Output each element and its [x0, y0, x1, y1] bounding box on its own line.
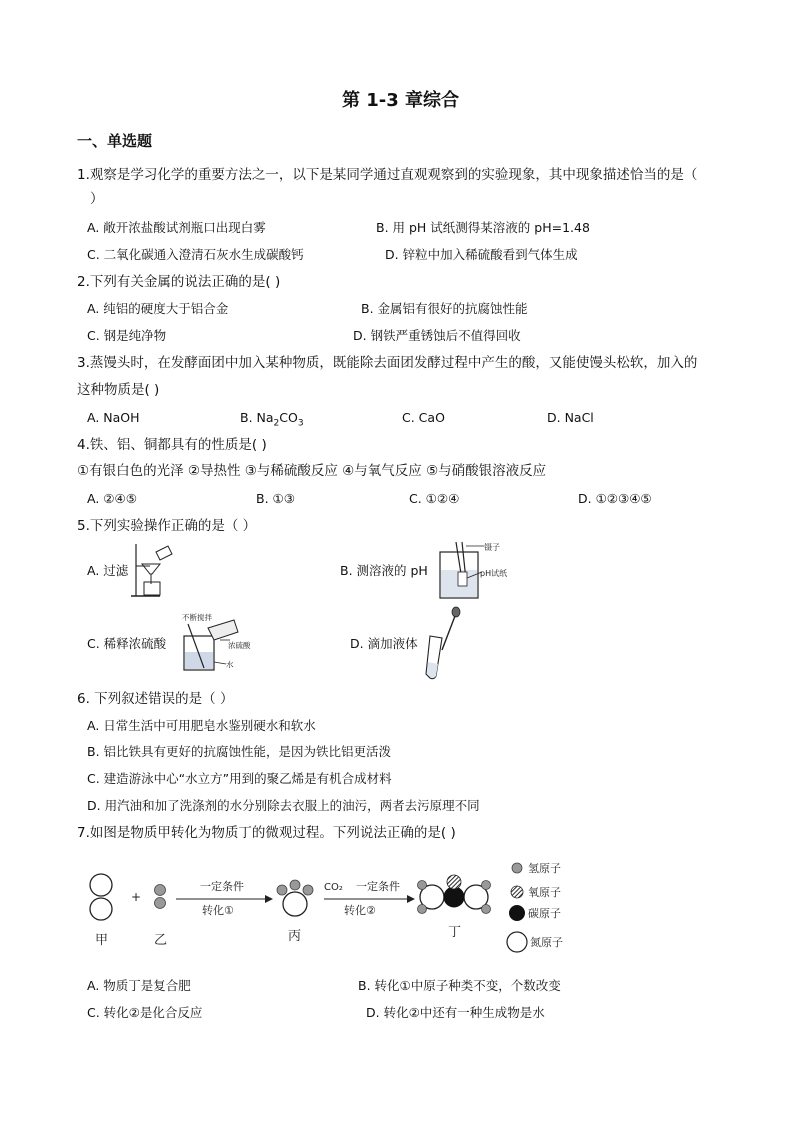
q7-option-b: B. 转化①中原子种类不变，个数改变: [358, 978, 561, 993]
q4-option-b: B. ①③: [256, 491, 295, 506]
q3-option-b: B. $Na_2CO_3$: [240, 410, 304, 429]
q3-option-a: A. NaOH: [87, 410, 140, 425]
step-2: 转化②: [344, 904, 376, 917]
ph-test-image: [436, 540, 516, 602]
q1-stem-line2: ）: [90, 191, 104, 207]
legend-carbon: 碳原子: [528, 907, 561, 920]
q7-option-d: D. 转化②中还有一种生成物是水: [366, 1005, 545, 1020]
stir-label: 不断搅拌: [182, 613, 212, 622]
legend-hydrogen: 氢原子: [528, 862, 561, 875]
conc-acid-label: 浓硫酸: [228, 641, 251, 650]
q6-option-a: A. 日常生活中可用肥皂水鉴别硬水和软水: [87, 718, 316, 733]
label-yi: 乙: [154, 933, 168, 948]
q2-option-c: C. 钢是纯净物: [87, 328, 167, 343]
q1-option-c: C. 二氧化碳通入澄清石灰水生成碳酸钙: [87, 247, 304, 262]
q2-option-d: D. 钢铁严重锈蚀后不值得回收: [353, 328, 521, 343]
co2-reactant: CO₂: [324, 882, 343, 893]
q5-option-a: A. 过滤: [87, 563, 129, 578]
section-heading: 一、单选题: [77, 132, 153, 150]
q6-option-b: B. 铝比铁具有更好的抗腐蚀性能，是因为铁比铝更活泼: [87, 744, 392, 759]
q7-option-c: C. 转化②是化合反应: [87, 1005, 203, 1020]
q5-stem: 5.下列实验操作正确的是（ ）: [77, 518, 257, 534]
legend-oxygen-swatch: [511, 886, 523, 898]
q4-properties: ①有银白色的光泽 ②导热性 ③与稀硫酸反应 ④与氧气反应 ⑤与硝酸银溶液反应: [77, 463, 547, 479]
q7-option-a: A. 物质丁是复合肥: [87, 978, 191, 993]
q1-option-d: D. 锌粒中加入稀硫酸看到气体生成: [385, 247, 578, 262]
dilute-acid-image: [178, 612, 258, 672]
step-1: 转化①: [202, 904, 234, 917]
q2-stem: 2.下列有关金属的说法正确的是( ): [77, 274, 281, 290]
q7-stem: 7.如图是物质甲转化为物质丁的微观过程。下列说法正确的是( ): [77, 825, 456, 841]
tweezers-label: 镊子: [484, 543, 500, 552]
q3-option-c: C. CaO: [402, 410, 445, 425]
legend-hydrogen-swatch: [512, 863, 522, 873]
q1-option-b: B. 用 pH 试纸测得某溶液的 pH=1.48: [376, 220, 590, 235]
legend-nitrogen-swatch: [507, 932, 527, 952]
q3-option-d: D. NaCl: [547, 410, 594, 425]
q3-stem-line2: 这种物质是( ): [77, 382, 160, 398]
q5-option-d: D. 滴加液体: [350, 636, 418, 651]
page-title: 第 1-3 章综合: [342, 90, 460, 111]
legend-carbon-swatch: [510, 906, 525, 921]
q3-stem-line1: 3.蒸馒头时，在发酵面团中加入某种物质，既能除去面团发酵过程中产生的酸，又能使馒头松软，加入的: [77, 355, 698, 371]
legend-oxygen: 氧原子: [528, 886, 561, 899]
q1-option-a: A. 敞开浓盐酸试剂瓶口出现白雾: [87, 220, 266, 235]
legend-nitrogen: 氮原子: [530, 936, 563, 949]
q2-option-a: A. 纯铝的硬度大于铝合金: [87, 301, 229, 316]
label-bing: 丙: [288, 929, 302, 944]
dropper-image: [424, 606, 468, 682]
water-label: 水: [226, 660, 234, 669]
q2-option-b: B. 金属铝有很好的抗腐蚀性能: [361, 301, 528, 316]
q4-option-a: A. ②④⑤: [87, 491, 137, 506]
plus-sign: +: [131, 890, 142, 904]
filtration-apparatus-image: [130, 542, 178, 598]
reaction-diagram: [80, 856, 580, 956]
q4-stem: 4.铁、铝、铜都具有的性质是( ): [77, 437, 267, 453]
q1-stem-line1: 1.观察是学习化学的重要方法之一，以下是某同学通过直观观察到的实验现象，其中现象描述恰当的是（: [77, 167, 698, 183]
condition-2: 一定条件: [356, 880, 400, 893]
q4-option-c: C. ①②④: [409, 491, 460, 506]
ph-paper-label: pH试纸: [480, 569, 508, 578]
q4-option-d: D. ①②③④⑤: [578, 491, 652, 506]
q6-stem: 6. 下列叙述错误的是（ ）: [77, 691, 234, 707]
q6-option-c: C. 建造游泳中心“水立方”用到的聚乙烯是有机合成材料: [87, 771, 392, 786]
q5-option-b: B. 测溶液的 pH: [340, 563, 428, 578]
condition-1: 一定条件: [200, 880, 244, 893]
label-jia: 甲: [95, 933, 109, 948]
q6-option-d: D. 用汽油和加了洗涤剂的水分别除去衣服上的油污，两者去污原理不同: [87, 798, 480, 813]
label-ding: 丁: [448, 925, 462, 940]
q5-option-c: C. 稀释浓硫酸: [87, 636, 167, 651]
